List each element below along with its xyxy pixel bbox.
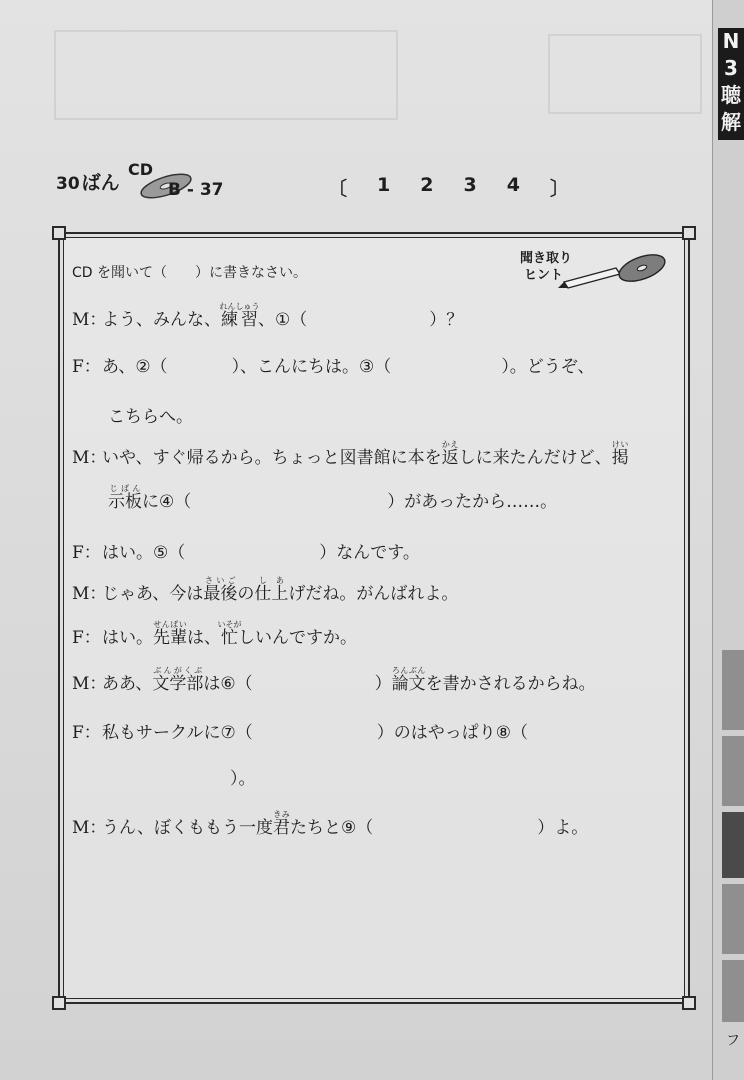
dialogue-text: はい。⑤（ <box>102 543 186 563</box>
dialogue-text: じゃあ、今は <box>102 584 204 604</box>
page-mark: フ <box>726 1033 740 1049</box>
bracket-close: 〕 <box>549 178 571 200</box>
answer-choices <box>328 174 571 201</box>
dialogue-text: ああ、 <box>102 674 153 694</box>
frame-corner <box>52 226 66 240</box>
dialogue-text: を書かされるからね。 <box>425 674 596 694</box>
speaker-label: M： <box>72 584 107 604</box>
speaker-label: F： <box>72 357 101 377</box>
speaker-label: F： <box>72 543 101 563</box>
furigana-word: 示板じばん <box>108 484 142 512</box>
index-tab <box>722 650 744 730</box>
dialogue-text: ）があったから……。 <box>387 492 558 512</box>
hint-line-2: ヒント <box>524 268 564 283</box>
frame-corner <box>682 996 696 1010</box>
dialogue-text: ） <box>374 674 392 694</box>
speaker-label: M： <box>72 310 107 330</box>
dialogue-text: ）。どうぞ、 <box>501 357 595 377</box>
index-tab <box>722 960 744 1022</box>
choice-3[interactable]: 3 <box>463 174 479 196</box>
show-through-box <box>548 34 702 114</box>
dialogue-line-11 <box>226 764 256 789</box>
dialogue-line-6 <box>72 538 420 563</box>
tab-char: 解 <box>721 110 741 134</box>
choice-1[interactable]: 1 <box>377 174 393 196</box>
dialogue-text: は、 <box>187 628 221 648</box>
index-tab-active <box>722 812 744 878</box>
exercise-frame <box>58 232 690 1004</box>
dialogue-text: に④（ <box>142 492 192 512</box>
dialogue-text: ）のはやっぱり⑧（ <box>376 723 528 743</box>
furigana-word: 論文ろんぶん <box>391 666 426 694</box>
dialogue-text: いや、すぐ帰るから。ちょっと図書館に本を <box>102 448 442 468</box>
dialogue-line-10 <box>72 718 528 743</box>
dialogue-line-3 <box>108 402 193 427</box>
bracket-open: 〔 <box>328 178 350 200</box>
tab-char: 3 <box>724 56 738 80</box>
problem-number-suffix: ばん <box>81 172 120 194</box>
furigana-word: 忙いそが <box>217 620 242 648</box>
speaker-label: F： <box>72 723 101 743</box>
hint-line-1: 聞き取り <box>520 251 573 266</box>
dialogue-line-8 <box>72 620 357 648</box>
problem-number-value: 30 <box>56 174 80 194</box>
speaker-label: M： <box>72 674 107 694</box>
dialogue-text: ）。 <box>230 769 256 789</box>
index-tab <box>722 884 744 954</box>
choice-2[interactable]: 2 <box>420 174 436 196</box>
dialogue-line-1 <box>72 302 463 330</box>
dialogue-text: ）なんです。 <box>319 543 420 563</box>
dialogue-text: しに来たんだけど、 <box>458 448 612 468</box>
furigana-word: 先輩せんぱい <box>153 620 187 648</box>
frame-corner <box>682 226 696 240</box>
dialogue-text: ）、こんにちは。③（ <box>231 357 392 377</box>
speaker-label: M： <box>72 448 107 468</box>
furigana-word: 最後さいご <box>203 576 238 604</box>
furigana-word: 君きみ <box>273 810 291 838</box>
dialogue-line-9 <box>72 666 596 694</box>
cd-label: CD <box>128 160 154 179</box>
dialogue-line-5 <box>108 484 557 512</box>
choice-4[interactable]: 4 <box>506 174 522 196</box>
tab-char: N <box>722 29 740 53</box>
hint-label <box>520 250 572 284</box>
dialogue-line-12 <box>72 810 588 838</box>
index-tab <box>722 736 744 806</box>
section-tab <box>718 28 744 140</box>
show-through-table <box>54 30 398 120</box>
dialogue-text: 私もサークルに⑦（ <box>102 723 253 743</box>
speaker-label: F： <box>72 628 101 648</box>
speaker-label: M： <box>72 818 107 838</box>
furigana-word: 掲けい <box>611 440 629 468</box>
dialogue-text: こちらへ。 <box>108 407 193 427</box>
dialogue-text: ）？ <box>429 310 464 330</box>
frame-corner <box>52 996 66 1010</box>
dialogue-text: はい。 <box>102 628 153 648</box>
tab-char: 聴 <box>721 83 741 107</box>
instruction-text: CD を聞いて（ ）に書きなさい。 <box>72 265 308 281</box>
dialogue-text: は⑥（ <box>203 674 253 694</box>
dialogue-text: げだね。がんばれよ。 <box>288 584 459 604</box>
dialogue-text: ）よ。 <box>537 818 589 838</box>
dialogue-line-7 <box>72 576 458 604</box>
furigana-word: 練習れんしゅう <box>219 302 260 330</box>
dialogue-text: うん、ぼくももう一度 <box>102 818 274 838</box>
dialogue-text: しいんですか。 <box>238 628 357 648</box>
dialogue-text: あ、②（ <box>102 357 168 377</box>
dialogue-text: の <box>237 584 255 604</box>
dialogue-text: よう、みんな、 <box>102 310 221 330</box>
cd-track: B - 37 <box>168 180 224 200</box>
dialogue-text: 、①（ <box>258 310 308 330</box>
problem-number <box>56 168 120 195</box>
furigana-word: 仕上しあ <box>254 576 289 604</box>
furigana-word: 文学部ぶんがくぶ <box>152 666 204 694</box>
dialogue-text: たちと⑨（ <box>290 818 374 838</box>
dialogue-line-4 <box>72 440 629 468</box>
furigana-word: 返かえ <box>441 440 459 468</box>
dialogue-line-2 <box>72 352 594 377</box>
